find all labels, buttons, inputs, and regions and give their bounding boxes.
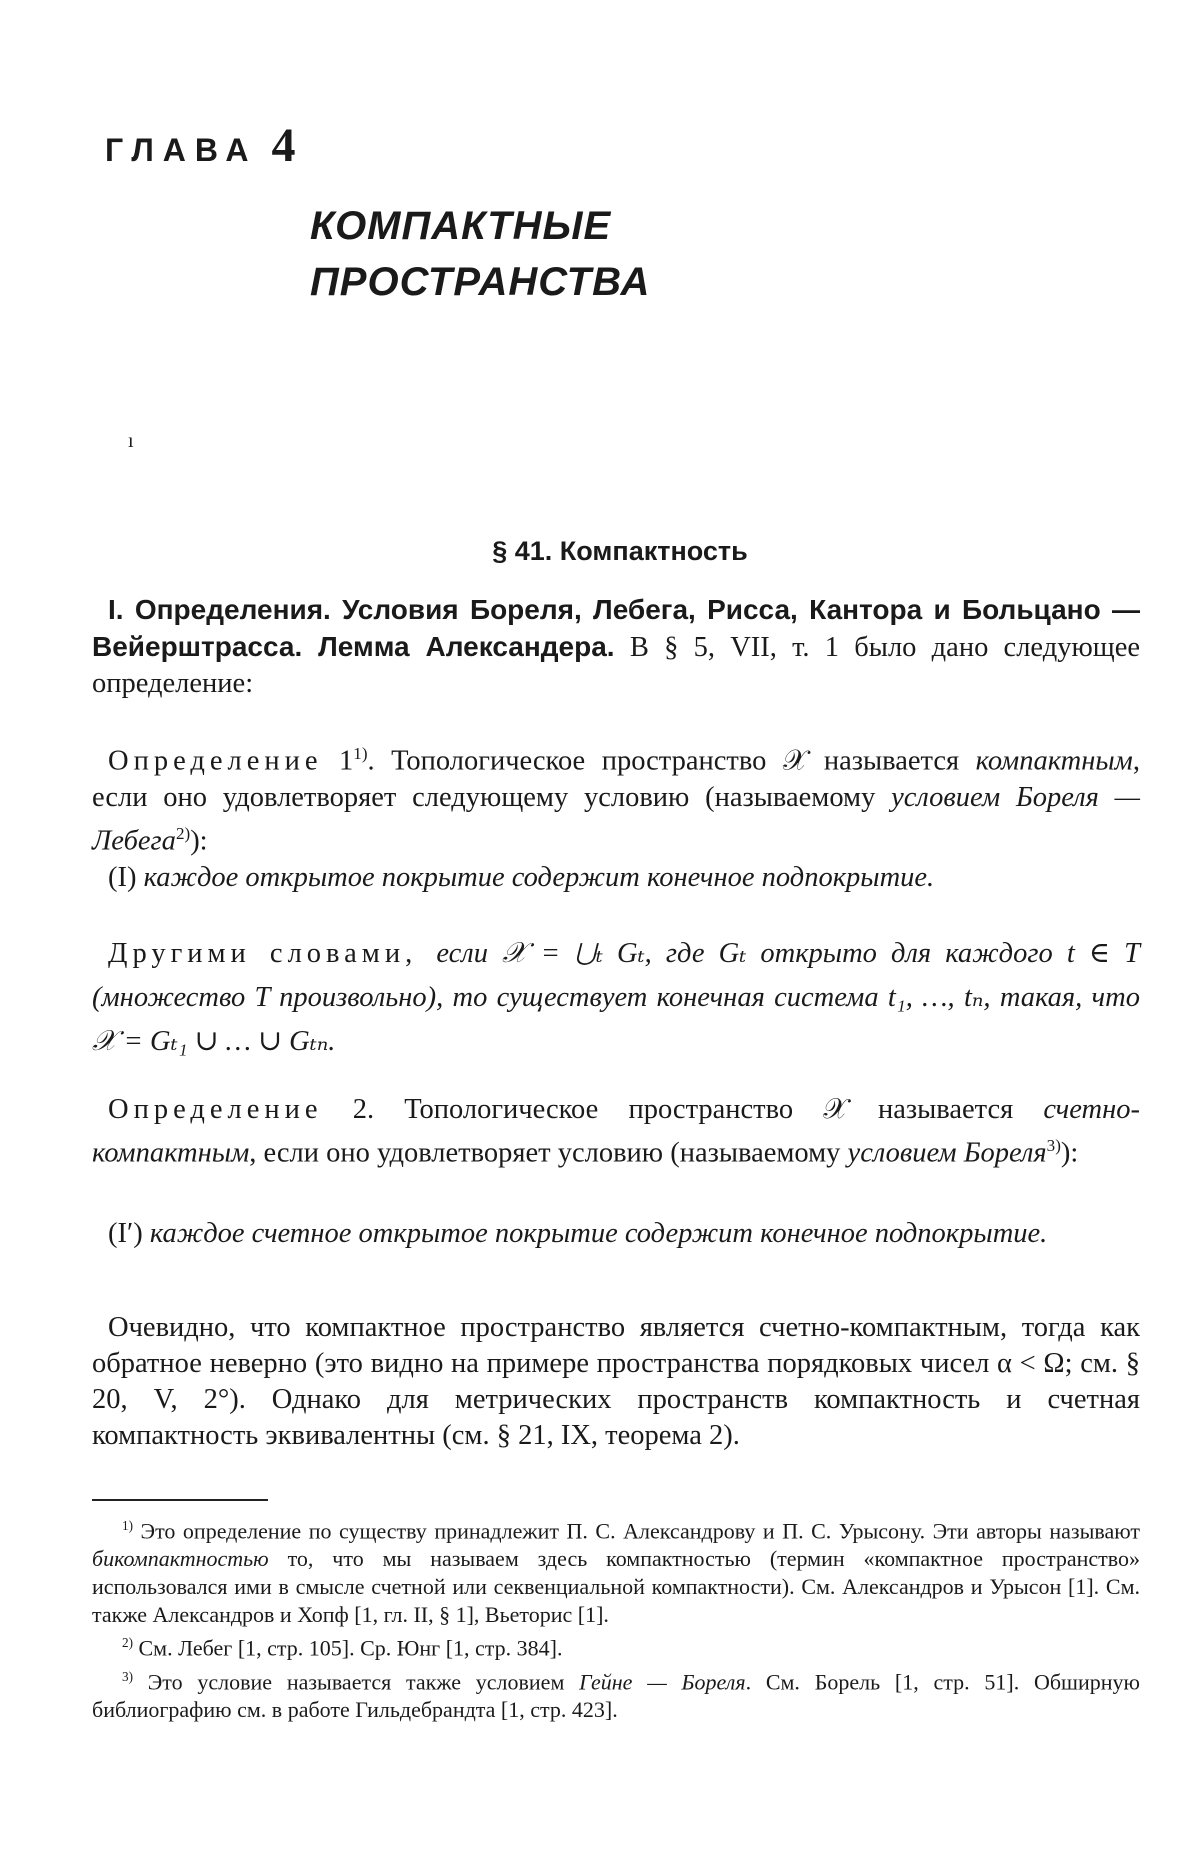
chapter-heading [105, 118, 296, 173]
definition-1-number: 1 [322, 745, 354, 777]
footnote-2-text1: См. Лебег [1, стр. 105]. Ср. Юнг [1, стр. 384]. [133, 1635, 563, 1661]
definition-1-label: Определение [108, 745, 323, 777]
chapter-title-line2: ПРОСТРАНСТВА [310, 260, 651, 304]
footnote-ref-2: 2) [175, 823, 191, 843]
condition-1-text: каждое открытое покрытие содержит конечное подпокрытие. [136, 862, 935, 893]
footnote-1 [92, 1512, 1140, 1629]
intro-paragraph [92, 592, 1140, 702]
definition-2 [92, 1092, 1140, 1172]
definition-2-number: 2 [322, 1094, 367, 1125]
footnote-3 [92, 1663, 1140, 1724]
definition-2-condition-name: условием Бореля [847, 1137, 1047, 1169]
footnote-ref-3: 3) [1046, 1136, 1061, 1155]
footnote-1-emph: бикомпактностью [92, 1546, 269, 1572]
footnote-ref-1: 1) [353, 744, 368, 763]
footnotes [92, 1512, 1140, 1724]
intro-heading: I. Определения. Условия Бореля, Лебега, Рисса, Кантора и Больцано — Вейерштрасса. Лемма Александера. [92, 594, 1140, 662]
chapter-title-line1: КОМПАКТНЫЕ [310, 204, 612, 248]
footnote-3-emph: Гейне — Бореля [579, 1668, 746, 1694]
definition-1-condition-name: условием Бореля — Лебега [92, 781, 1140, 856]
condition-1-prime-number: (I′) [108, 1218, 143, 1249]
footnote-3-mark: 3) [122, 1668, 133, 1684]
definition-1-text3: ): [190, 825, 208, 856]
definition-2-label: Определение [108, 1094, 323, 1125]
footnote-3-text2: . См. Борель [1, стр. 51]. Обширную библиографию см. в работе Гильдебрандта [1, стр. 423]. [92, 1668, 1140, 1722]
definition-1-text1: . Топологическое пространство 𝒳 называется [367, 745, 976, 777]
footnote-1-mark: 1) [122, 1518, 133, 1533]
footnote-1-text2: то, что мы называем здесь компактностью (термин «компактное пространство» использовался ими в смысле счетной или секвенциальной компактности). См. Александров и Урысон [1]. См. также Александров и Хопф [1, гл. II, § 1], Вьеторис [1]. [92, 1546, 1140, 1628]
chapter-word: ГЛАВА [105, 132, 258, 168]
condition-1-prime [92, 1216, 1140, 1252]
other-words-text: если 𝒳 = ⋃ₜ Gₜ, где Gₜ открыто для каждого t ∈ T (множество T произвольно), то существует конечная система t₁, …, tₙ, такая, что 𝒳 = Gₜ₁ ∪ … ∪ Gₜₙ. [92, 938, 1140, 1057]
footnote-2-mark: 2) [122, 1635, 133, 1651]
condition-1-number: (I) [108, 862, 137, 893]
other-words-paragraph [92, 932, 1140, 1064]
definition-2-text2: , если оно удовлетворяет условию (называемому [249, 1137, 848, 1169]
condition-1-prime-text: каждое счетное открытое покрытие содержит конечное подпокрытие. [142, 1218, 1048, 1249]
footnote-divider [92, 1499, 268, 1501]
definition-2-text1: . Топологическое пространство 𝒳 называется [366, 1094, 1044, 1125]
definition-2-text3: ): [1060, 1137, 1079, 1169]
definition-2-term: счетно-компактным [92, 1094, 1140, 1169]
obvious-paragraph: Очевидно, что компактное пространство является счетно-компактным, тогда как обратное неверно (это видно на примере пространства порядковых чисел α < Ω; см. § 20, V, 2°). Однако для метрических пространств компактность и счетная компактность эквивалентны (см. § 21, IX, теорема 2). [92, 1312, 1140, 1451]
section-title: § 41. Компактность [492, 536, 748, 566]
intro-rest: В § 5, VII, т. 1 было дано следующее определение: [92, 632, 1140, 699]
other-words-lead: Другими словами, [108, 938, 437, 969]
definition-1 [92, 736, 1140, 859]
footnote-3-text1: Это условие называется также условием [133, 1668, 580, 1694]
definition-1-text2: , если оно удовлетворяет следующему условию (называемому [92, 745, 1140, 813]
footnote-1-text1: Это определение по существу принадлежит П. С. Александрову и П. С. Урысону. Эти авторы называют [133, 1518, 1140, 1544]
chapter-title [310, 198, 650, 310]
footnote-2 [92, 1629, 1140, 1662]
chapter-number: 4 [271, 119, 296, 172]
definition-1-term: компактным [975, 745, 1133, 777]
stray-mark: ı [128, 430, 134, 452]
condition-1 [92, 860, 1140, 896]
